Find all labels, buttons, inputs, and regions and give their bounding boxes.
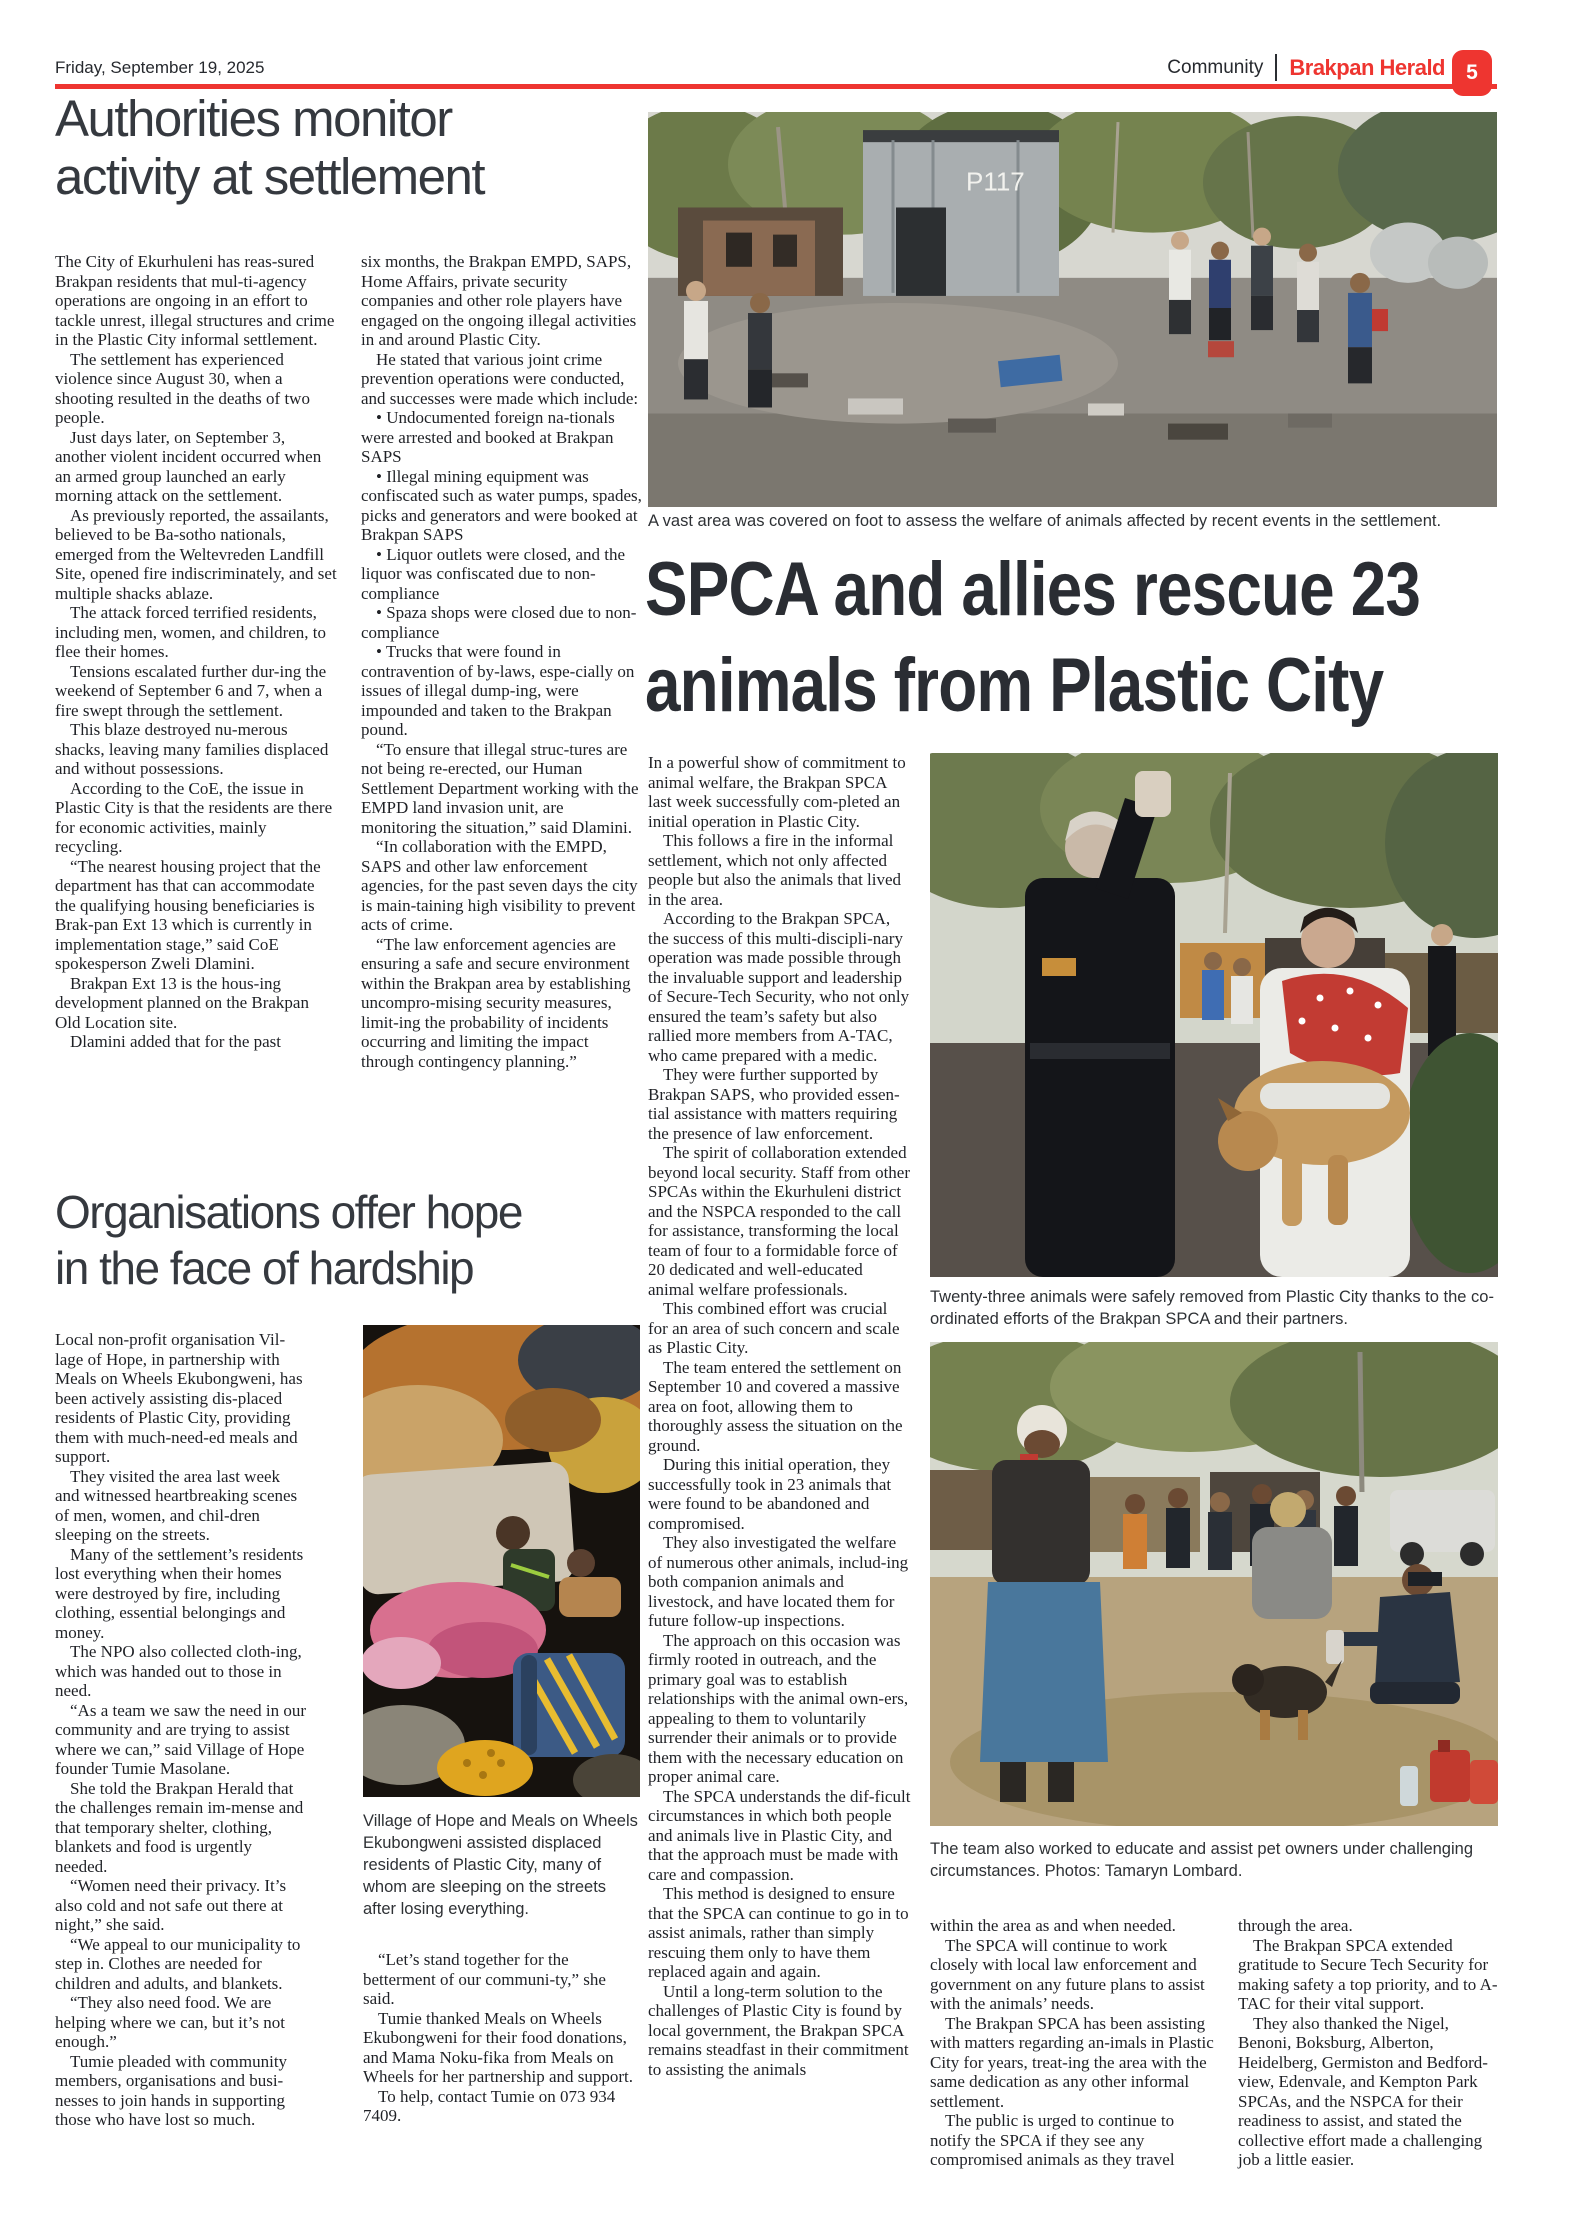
paragraph: • Spaza shops were closed due to non-compliance [361,603,637,642]
paragraph: During this initial operation, they successfully took in 23 animals that were found to be abandoned and compromised. [648,1455,892,1533]
photo-dog-rescue-art [930,753,1498,1277]
photo-pet-outreach-art [930,1342,1498,1826]
paragraph: The settlement has experienced violence since August 30, when a shooting resulted in the deaths of two people. [55,349,310,427]
headline-line: activity at settlement [55,148,485,205]
paragraph: Just days later, on September 3, another violent incident occurred when an armed group launched an early morning attack on the settlement. [55,427,322,505]
paragraph: The approach on this occasion was firmly rooted in outreach, and the primary goal was to establish relationships with the animal own-ers, appealing to them to voluntarily surrender their animals or to provide them with the necessary education on proper animal care. [648,1630,909,1786]
paragraph: “We appeal to our municipality to step in. Clothes are needed for children and adults, and blankets. [55,1934,301,1993]
paragraph: “To ensure that illegal struc-tures are not being re-erected, our Human Settlement Department working with the EMPD land invasion unit, are monitoring the situation,” said Dlamini. [361,739,639,837]
paragraph: “They also need food. We are helping where we can, but it’s not enough.” [55,1993,285,2051]
article-spca-column-a [930,1916,1216,2170]
header-rule [55,84,1497,89]
paragraph: within the area as and when needed. [930,1916,1176,1935]
paragraph: The Brakpan SPCA has been assisting with matters regarding an-imals in Plastic City for years, treat-ing the area with the same dedication as any other informal settlement. [930,2013,1214,2111]
photo-night-shelter-art [363,1325,640,1797]
paragraph: This combined effort was crucial for an area of such concern and scale as Plastic City. [648,1299,900,1357]
paragraph: She told the Brakpan Herald that the challenges remain im-mense and that temporary shelter, clothing, blankets and food is urgently needed. [55,1778,304,1876]
paragraph: The team entered the settlement on September 10 and covered a massive area on foot, allowing them to thoroughly assess the situation on the ground. [648,1357,903,1455]
masthead-label: Brakpan Herald [1289,54,1445,80]
headline-line: SPCA and allies rescue 23 [645,547,1421,632]
paragraph: The public is urged to continue to notify the SPCA if they see any compromised animals as they travel [930,2111,1175,2169]
paragraph: They also investigated the welfare of numerous other animals, includ-ing both companion animals and livestock, and have located them for future follow-up inspections. [648,1533,909,1630]
paragraph: “The law enforcement agencies are ensuring a safe and secure environment within the Brakpan area by establishing uncompro-mising security measures, limit-ing the probability of incidents occurring and limiting the impact through contingency planning.” [361,934,631,1071]
paragraph: Until a long-term solution to the challenges of Plastic City is found by local government, the Brakpan SPCA remains steadfast in their commitment to assisting the animals [648,1981,909,2079]
paragraph: This blaze destroyed nu-merous shacks, leaving many families displaced and without possessions. [55,720,329,778]
paragraph: The SPCA will continue to work closely with local law enforcement and government on any future plans to assist with the animals’ needs. [930,1935,1205,2013]
paragraph: According to the Brakpan SPCA, the success of this multi-discipli-nary operation was made possible through the invaluable support and leadership of Secure-Tech Security, who not only ensured the team’s safety but also rallied more members from A-TAC, who came prepared with a medic. [648,909,910,1065]
paragraph: The SPCA understands the dif-ficult circumstances in which both people and animals live in Plastic City, and that the approach must be made with care and compassion. [648,1786,911,1884]
photo-night-shelter [363,1325,640,1797]
photo-pet-outreach [930,1342,1498,1826]
article-authorities-column-2 [361,252,643,1071]
paragraph: The spirit of collaboration extended beyond local security. Staff from other SPCAs within the Ekurhuleni district and the NSPCA responded to the call for assistance, transforming the local team of four to a formidable force of 20 dedicated and well-educated animal welfare professionals. [648,1143,911,1299]
headline-line: Organisations offer hope [55,1186,522,1238]
page-number-badge: 5 [1452,50,1492,96]
photo-dog-rescue [930,753,1498,1277]
paragraph: In a powerful show of commitment to animal welfare, the Brakpan SPCA last week successfully com-pleted an initial operation in Plastic City. [648,753,906,831]
paragraph: • Liquor outlets were closed, and the liquor was confiscated due to non-compliance [361,544,626,603]
paragraph: They also thanked the Nigel, Benoni, Boksburg, Alberton, Heidelberg, Germiston and Bedford-view, Edenvale, and Kempton Park SPCAs, and the NSPCA for their readiness to assist, and stated the collective effort made a challenging job a little easier. [1238,2013,1488,2169]
paragraph: Tumie thanked Meals on Wheels Ekubongweni for their food donations, and Mama Noku-fika from Meals on Wheels for her partnership and support. [363,2008,634,2086]
paragraph: They were further supported by Brakpan SAPS, who provided essen-tial assistance with matters requiring the presence of law enforcement. [648,1065,900,1143]
photo-caption-outreach: The team also worked to educate and assist pet owners under challenging circumstances. Photos: Tamaryn Lombard. [930,1840,1473,1880]
paragraph: Local non-profit organisation Vil-lage of Hope, in partnership with Meals on Wheels Ekubongweni, has been actively assisting dis-placed residents of Plastic City, providing them with much-need-ed meals and support. [55,1330,303,1466]
article-hope-column-1 [55,1330,307,2130]
headline-line: animals from Plastic City [645,643,1384,728]
paragraph: The attack forced terrified residents, including men, women, and children, to flee their homes. [55,603,326,661]
article-authorities-column-1 [55,252,337,1052]
paragraph: Tensions escalated further dur-ing the weekend of September 6 and 7, when a fire swept through the settlement. [55,661,327,720]
article-spca-column-main [648,753,911,2079]
paragraph: He stated that various joint crime prevention operations were conducted, and successes were made which include: [361,349,639,408]
shack-marking-text: P117 [966,166,1025,197]
paragraph: “Women need their privacy. It’s also cold and not safe out there at night,” she said. [55,1876,287,1934]
paragraph: According to the CoE, the issue in Plastic City is that the residents are there for economic activities, mainly recycling. [55,778,333,856]
article-hope-column-2 [363,1950,640,2126]
article-spca-headline [645,542,1515,734]
photo-caption-survey: A vast area was covered on foot to assess the welfare of animals affected by recent events in the settlement. [648,512,1442,530]
paragraph: Tumie pleaded with community members, organisations and busi-nesses to join hands in supporting those who have lost so much. [55,2051,288,2129]
headline-line: in the face of hardship [55,1242,474,1294]
issue-date: Friday, September 19, 2025 [55,58,265,77]
paragraph: “As a team we saw the need in our community and are trying to assist where we can,” said Village of Hope founder Tumie Masolane. [55,1700,307,1778]
paragraph: The Brakpan SPCA extended gratitude to Secure Tech Security for making safety a top priority, and to A-TAC for their vital support. [1238,1935,1498,2013]
paragraph: • Undocumented foreign na-tionals were arrested and booked at Brakpan SAPS [361,408,615,466]
section-label: Community [1167,56,1264,78]
paragraph: To help, contact Tumie on 073 934 7409. [363,2086,616,2125]
photo-caption-rescue: Twenty-three animals were safely removed from Plastic City thanks to the co-ordinated efforts of the Brakpan SPCA and their partners. [930,1288,1494,1328]
header-divider [1275,54,1277,81]
paragraph: This follows a fire in the informal settlement, which not only affected people but also the animals that lived in the area. [648,831,902,909]
paragraph: Dlamini added that for the past [70,1032,282,1051]
paragraph: They visited the area last week and witnessed heartbreaking scenes of men, women, and chil-dren sleeping on the streets. [55,1466,298,1544]
paragraph: Brakpan Ext 13 is the hous-ing development planned on the Brakpan Old Location site. [55,973,309,1032]
photo-settlement-survey-art [648,112,1497,507]
paragraph: The NPO also collected cloth-ing, which was handed out to those in need. [55,1642,302,1700]
paragraph: This method is designed to ensure that the SPCA can continue to go in to assist animals, rather than simply rescuing them only to have them replaced again and again. [648,1884,909,1981]
paragraph: through the area. [1238,1916,1353,1935]
paragraph: • Trucks that were found in contravention of by-laws, espe-cially on issues of illegal dump-ing, were impounded and taken to the Brakpan pound. [361,642,635,739]
article-hope-headline [55,1184,655,1296]
paragraph: “In collaboration with the EMPD, SAPS and other law enforcement agencies, for the past seven days the city is main-taining high visibility to prevent acts of crime. [361,837,638,934]
paragraph: six months, the Brakpan EMPD, SAPS, Home Affairs, private security companies and other role players have engaged on the ongoing illegal activities in and around Plastic City. [361,252,637,349]
article-authorities-headline [55,90,655,206]
page-header-right [1167,54,1445,81]
paragraph: “Let’s stand together for the betterment of our communi-ty,” she said. [363,1950,606,2008]
paragraph: As previously reported, the assailants, believed to be Ba-sotho nationals, emerged from the Weltevreden Landfill Site, opened fire indiscriminately, and set multiple shacks ablaze. [55,505,337,603]
paragraph: The City of Ekurhuleni has reas-sured Brakpan residents that mul-ti-agency operations are ongoing in an effort to tackle unrest, illegal structures and crime in the Plastic City informal settlement. [55,252,335,349]
photo-settlement-survey [648,112,1497,507]
article-spca-column-b [1238,1916,1506,2170]
paragraph: “The nearest housing project that the department has that can accommodate the qualifying housing beneficiaries is Brak-pan Ext 13 which is currently in implementation stage,” said CoE spokesperson Zweli Dlamini. [55,856,321,973]
paragraph: • Illegal mining equipment was confiscated such as water pumps, spades, picks and generators and were booked at Brakpan SAPS [361,466,642,544]
headline-line: Authorities monitor [55,90,452,147]
photo-caption-shelter: Village of Hope and Meals on Wheels Ekubongweni assisted displaced residents of Plastic City, many of whom are sleeping on the streets after losing everything. [363,1812,638,1918]
paragraph: Many of the settlement’s residents lost everything when their homes were destroyed by fire, including clothing, essential belongings and money. [55,1544,304,1642]
